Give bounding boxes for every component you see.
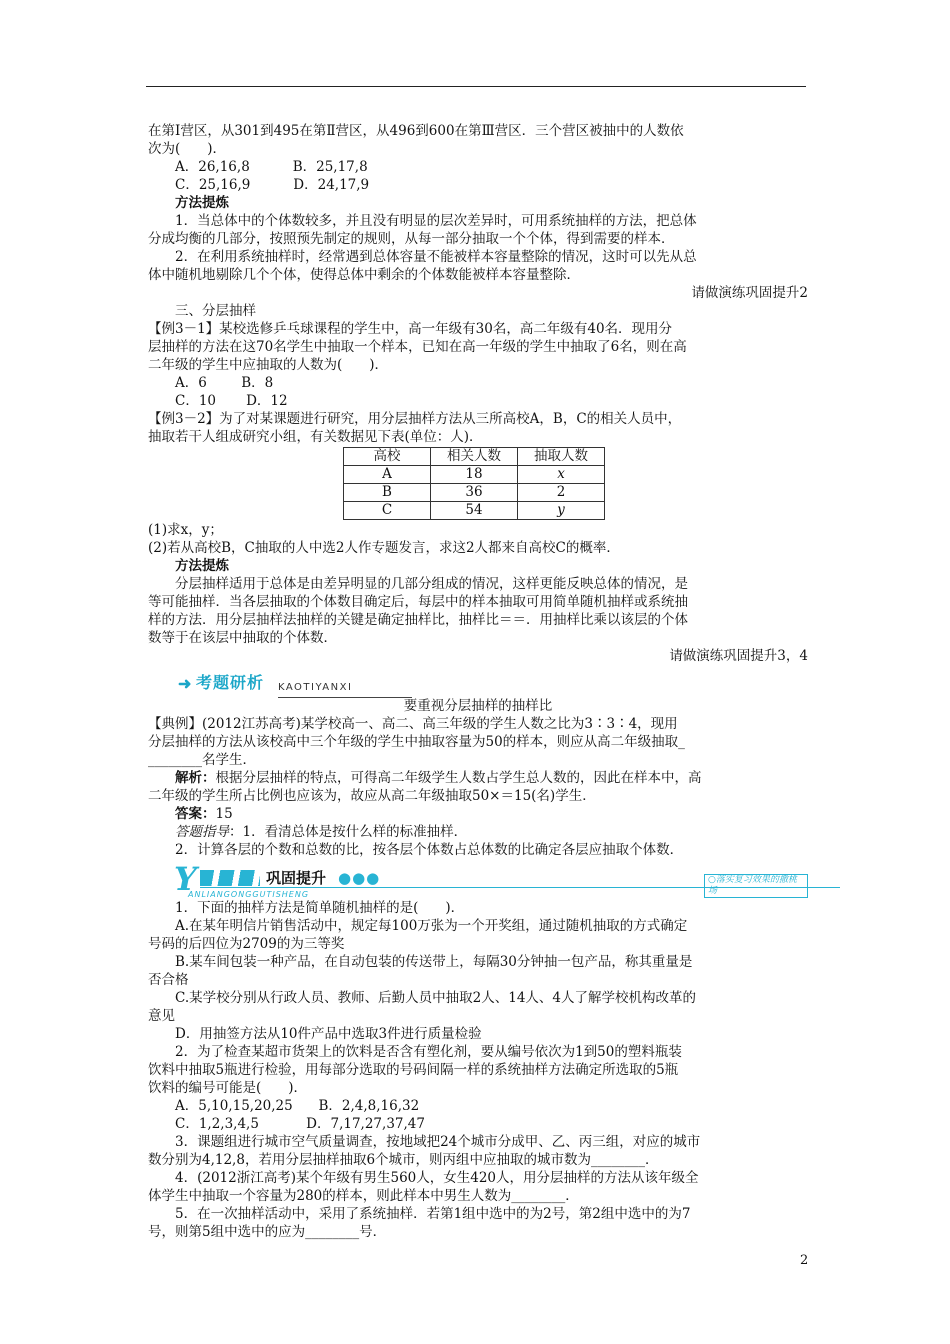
- ex1-options-row2: [148, 392, 808, 410]
- ex2-line1: 【例3－2】为了对某课题进行研究，用分层抽样方法从三所高校A，B，C的相关人员中，: [148, 411, 682, 427]
- exam-solution-line1: [148, 769, 808, 787]
- practice-q5b: 号，则第5组中选中的应为________号．: [148, 1224, 387, 1240]
- banner-pinyin: ANLIANGONGGUTISHENG: [188, 890, 310, 899]
- table-row: [344, 484, 605, 502]
- table-header: 抽取人数: [518, 448, 605, 466]
- method2-title: 方法提炼: [175, 558, 229, 574]
- banner-letter: Y: [174, 860, 197, 898]
- guide-label: 答题指导: [175, 824, 229, 840]
- intro-options-row2: [148, 176, 808, 194]
- ex1-line1: 【例3－1】某校选修乒乓球课程的学生中，高一年级有30名，高二年级有40名．现用分: [148, 321, 673, 337]
- method1-p1b: 分成均衡的几部分，按照预先制定的规则，从每一部分抽取一个个体，得到需要的样本．: [148, 231, 675, 247]
- table-cell: 54: [431, 502, 518, 520]
- guide-text: ：1．看清总体是按什么样的标准抽样．: [229, 824, 468, 840]
- practice-q4b: 体学生中抽取一个容量为280的样本，则此样本中男生人数为________．: [148, 1188, 579, 1204]
- method1-title: 方法提炼: [175, 195, 229, 211]
- header-rule: [146, 86, 806, 87]
- practice-q3a: 3．课题组进行城市空气质量调查，按地域把24个城市分成甲、乙、丙三组，对应的城市: [175, 1134, 701, 1150]
- option-a: A．26,16,8: [175, 159, 250, 175]
- exam-guide-line2: 2．计算各层的个数和总数的比，按各层个体数占总体数的比确定各层应抽取个体数．: [175, 842, 684, 858]
- intro-line2: 次为( )．: [148, 141, 227, 157]
- practice-q3b: 数分别为4,12,8，若用分层抽样抽取6个城市，则丙组中应抽取的城市数为________．: [148, 1152, 659, 1168]
- ex1-option-c: C．10: [175, 393, 217, 409]
- practice-q1-b1: B.某车间包装一种产品，在自动包装的传送带上，每隔30分钟抽一包产品，称其重量是: [175, 954, 693, 970]
- table-cell: 2: [518, 484, 605, 502]
- practice-q1-c2: 意见: [148, 1008, 175, 1024]
- practice-q2b: 饮料中抽取5瓶进行检验，用每部分选取的号码间隔一样的系统抽样方法确定所选取的5瓶: [148, 1062, 679, 1078]
- q2-option-a: A．5,10,15,20,25: [175, 1098, 293, 1114]
- exam-q2: 分层抽样的方法从该校高中三个年级的学生中抽取容量为50的样本，则应从高二年级抽取_: [148, 734, 685, 750]
- intro-options-row1: [148, 158, 808, 176]
- table-cell: C: [344, 502, 431, 520]
- stripes-decoration: [200, 870, 260, 886]
- q2-option-c: C．1,2,3,4,5: [175, 1116, 259, 1132]
- exam-q1: 【典例】(2012江苏高考)某学校高一、高二、高三年级的学生人数之比为3∶3∶4，现用: [148, 716, 678, 732]
- ex2-q1: (1)求x，y；: [148, 522, 223, 538]
- ex1-option-b: B．8: [241, 375, 274, 391]
- banner-rule: [200, 887, 840, 888]
- ex1-option-d: D．12: [246, 393, 288, 409]
- answer-label: 答案：: [175, 806, 216, 822]
- practice-q1-b2: 否合格: [148, 972, 189, 988]
- practice-q1-a1: A.在某年明信片销售活动中，规定每100万张为一个开奖组，通过随机抽取的方式确定: [175, 918, 688, 934]
- method1-p1a: 1．当总体中的个体数较多，并且没有明显的层次差异时，可用系统抽样的方法，把总体: [175, 213, 697, 229]
- practice-q1: 1．下面的抽样方法是简单随机抽样的是( )．: [175, 900, 465, 916]
- arrow-right-icon: ➜: [178, 674, 192, 693]
- section3-title: 三、分层抽样: [175, 303, 256, 319]
- practice-q2c: 饮料的编号可能是( )．: [148, 1080, 308, 1096]
- exam-solution-line2: 二年级的学生所占比例也应该为，故应从高二年级抽取50×＝15(名)学生．: [148, 788, 596, 804]
- table-row: [344, 502, 605, 520]
- exam-answer: [148, 805, 808, 823]
- page-content: [148, 122, 808, 1241]
- method2-p1: 分层抽样适用于总体是由差异明显的几部分组成的情况，这样更能反映总体的情况，是: [175, 576, 688, 592]
- ex1-line2: 层抽样的方法在这70名学生中抽取一个样本，已知在高一年级的学生中抽取了6名，则在高: [148, 339, 687, 355]
- ex1-options-row1: [148, 374, 808, 392]
- table-header: 相关人数: [431, 448, 518, 466]
- practice-q2-options-row1: [148, 1097, 808, 1115]
- exam-q3: ________名学生．: [148, 752, 256, 768]
- table-cell: x: [518, 466, 605, 484]
- table-cell: 18: [431, 466, 518, 484]
- method2-p2: 等可能抽样．当各层抽取的个体数目确定后，每层中的样本抽取可用简单随机抽样或系统抽: [148, 594, 688, 610]
- section-banner-gonggutisheng: [148, 860, 808, 899]
- exam-heading: 要重视分层抽样的抽样比: [403, 698, 553, 714]
- banner-title: 巩固提升: [266, 869, 327, 887]
- q2-option-d: D．7,17,27,37,47: [306, 1116, 425, 1132]
- table-cell: y: [518, 502, 605, 520]
- practice-q2a: 2．为了检查某超市货架上的饮料是否含有塑化剂，要从编号依次为1到50的塑料瓶装: [175, 1044, 682, 1060]
- option-d: D．24,17,9: [293, 177, 370, 193]
- table-cell: 36: [431, 484, 518, 502]
- method1-p2a: 2．在利用系统抽样时，经常遇到总体容量不能被样本容量整除的情况，这时可以先从总: [175, 249, 697, 265]
- table-header: 高校: [344, 448, 431, 466]
- practice-q4a: 4．(2012浙江高考)某个年级有男生560人，女生420人，用分层抽样的方法从该年级全: [175, 1170, 699, 1186]
- practice-q1-d: D．用抽签方法从10件产品中选取3件进行质量检验: [175, 1026, 482, 1042]
- solution-text: 根据分层抽样的特点，可得高二年级学生人数占学生总人数的，因此在样本中，高: [215, 770, 702, 786]
- practice-q5a: 5．在一次抽样活动中，采用了系统抽样．若第1组中选中的为2号，第2组中选中的为7: [175, 1206, 691, 1222]
- banner-title: 考题研析: [196, 673, 265, 692]
- table-cell: A: [344, 466, 431, 484]
- q2-option-b: B．2,4,8,16,32: [318, 1098, 420, 1114]
- banner-slogan: ○落实复习效果的撒桃场: [704, 874, 808, 898]
- option-c: C．25,16,9: [175, 177, 251, 193]
- ex2-q2: (2)若从高校B，C抽取的人中选2人作专题发言，求这2人都来自高校C的概率．: [148, 540, 620, 556]
- solution-label: 解析：: [175, 770, 216, 786]
- option-b: B．25,17,8: [292, 159, 368, 175]
- table-row: [344, 466, 605, 484]
- practice-q1-c1: C.某学校分别从行政人员、教师、后勤人员中抽取2人、14人、4人了解学校机构改革的: [175, 990, 696, 1006]
- method2-p4: 数等于在该层中抽取的个体数．: [148, 630, 337, 646]
- data-table: [343, 447, 605, 520]
- banner-pinyin: KAOTIYANXI: [278, 679, 412, 698]
- method1-practice: 请做演练巩固提升2: [691, 285, 808, 301]
- practice-q1-a2: 号码的后四位为2709的为三等奖: [148, 936, 345, 952]
- banner-dots: ●●●: [338, 869, 381, 887]
- ex1-line3: 二年级的学生中应抽取的人数为( )．: [148, 357, 389, 373]
- table-cell: B: [344, 484, 431, 502]
- page-number: 2: [800, 1253, 809, 1268]
- method2-practice: 请做演练巩固提升3，4: [669, 648, 808, 664]
- ex2-line2: 抽取若干人组成研究小组，有关数据见下表(单位：人)．: [148, 429, 483, 445]
- ex1-option-a: A．6: [175, 375, 207, 391]
- method1-p2b: 体中随机地剔除几个个体，使得总体中剩余的个体数能被样本容量整除．: [148, 267, 580, 283]
- intro-line1: 在第Ⅰ营区，从301到495在第Ⅱ营区，从496到600在第Ⅲ营区．三个营区被抽中的人数依: [148, 123, 684, 139]
- exam-guide-line1: [148, 823, 808, 841]
- section-banner-kaotiyanxi: [148, 671, 808, 697]
- method2-p3: 样的方法．用分层抽样法抽样的关键是确定抽样比，抽样比＝＝．用抽样比乘以该层的个体: [148, 612, 688, 628]
- table-header-row: [344, 448, 605, 466]
- practice-q2-options-row2: [148, 1115, 808, 1133]
- answer-value: 15: [215, 806, 233, 822]
